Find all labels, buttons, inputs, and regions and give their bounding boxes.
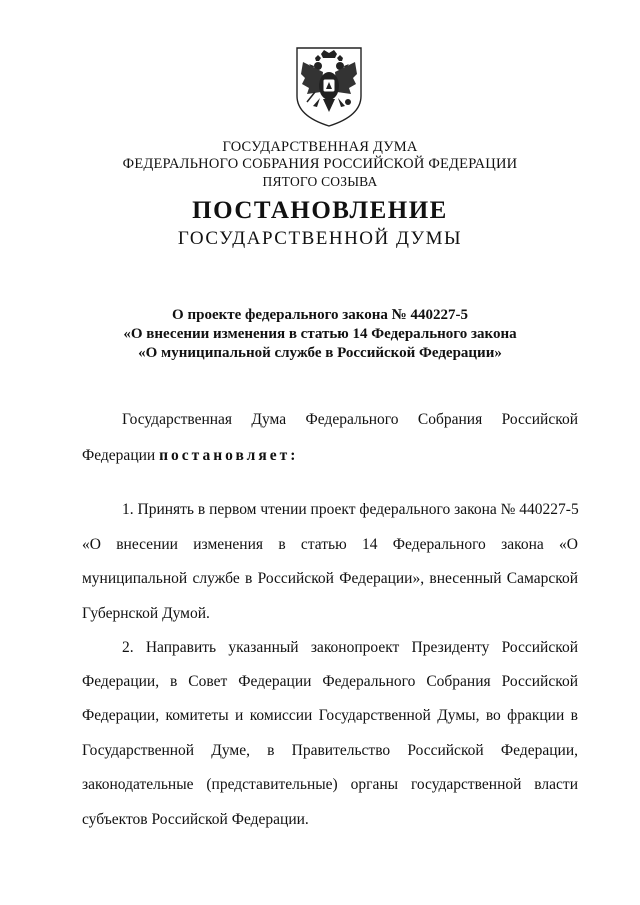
item-1-line: 1. Принять в первом чтении проект федерального закона № 440227-5 [122, 501, 579, 518]
item-1-line: Губернской Думой. [82, 605, 210, 622]
item-2-line: законодательные (представительные) органы государственной власти [82, 776, 578, 793]
org-line-convocation: ПЯТОГО СОЗЫВА [262, 174, 378, 189]
preamble-text: Федерации [82, 447, 160, 464]
subject-line: «О внесении изменения в статью 14 Федерального закона [123, 326, 517, 342]
subject-line: О проекте федерального закона № 440227-5 [172, 307, 468, 323]
item-2-line: Государственной Думе, в Правительство Российской Федерации, [82, 742, 578, 759]
org-line-assembly: ФЕДЕРАЛЬНОГО СОБРАНИЯ РОССИЙСКОЙ ФЕДЕРАЦИИ [122, 156, 518, 172]
item-2-line: субъектов Российской Федерации. [82, 811, 309, 828]
org-line-duma: ГОСУДАРСТВЕННАЯ ДУМА [222, 139, 418, 155]
preamble-line: Государственная Дума Федерального Собрания Российской [122, 411, 578, 428]
item-2-line: Федерации, в Совет Федерации Федерального Собрания Российской [82, 673, 578, 690]
preamble-verb: постановляет: [159, 447, 299, 464]
item-1-line: «О внесении изменения в статью 14 Федерального закона «О [82, 536, 578, 553]
item-2-line: 2. Направить указанный законопроект Президенту Российской [122, 639, 578, 656]
item-2-line: Федерации, комитеты и комиссии Государственной Думы, во фракции в [82, 707, 578, 724]
subject-line: «О муниципальной службе в Российской Федерации» [138, 345, 502, 361]
item-1-line: муниципальной службе в Российской Федерации», внесенный Самарской [82, 570, 578, 587]
preamble-line [82, 446, 578, 466]
document-issuer-title: ГОСУДАРСТВЕННОЙ ДУМЫ [177, 228, 463, 249]
coat-of-arms-icon [293, 44, 365, 128]
document-type-title: ПОСТАНОВЛЕНИЕ [192, 197, 448, 224]
